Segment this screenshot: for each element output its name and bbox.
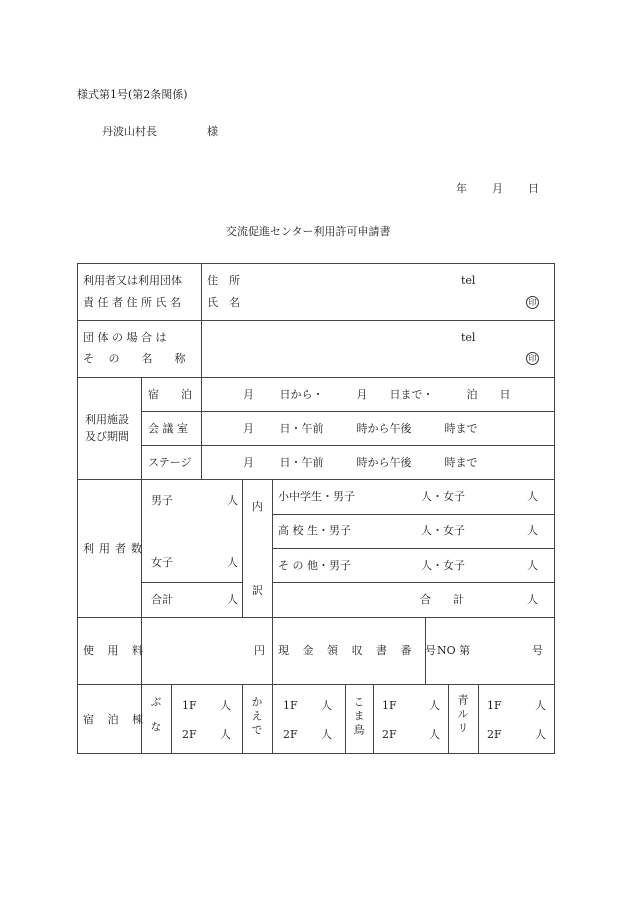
building-aoruri-1f-unit: 人 <box>535 699 546 712</box>
group-label-1: 団 体 の 場 合 は <box>83 331 167 344</box>
facility-stage-name: ステージ <box>148 456 192 469</box>
facility-label-1: 利用施設 <box>85 413 129 426</box>
building-buna-2f: 2F <box>182 728 197 741</box>
fee-unit: 円 <box>254 644 265 657</box>
receipt-no-label: NO 第 <box>437 644 471 657</box>
users-row-students-unit: 人 <box>527 490 538 503</box>
users-row-other: そ の 他・男子 <box>278 559 351 572</box>
form-number: 様式第1号(第2条関係) <box>77 88 188 101</box>
document-title: 交流促進センター利用許可申請書 <box>226 225 391 238</box>
facility-stage-period: 月 日・午前 時から午後 時まで <box>243 456 478 469</box>
users-male-label: 男子 <box>151 494 173 507</box>
building-komadori-name: こま鳥 <box>352 696 365 738</box>
facility-lodging-period: 月 日から・ 月 日まで・ 泊 日 <box>243 388 511 401</box>
group-label-2: そ の 名 称 <box>83 352 186 365</box>
users-row-students: 小中学生・男子 <box>278 490 355 503</box>
building-kaede-1f-unit: 人 <box>321 699 332 712</box>
users-label: 利用者数 <box>83 542 147 555</box>
users-male-unit: 人 <box>227 494 238 507</box>
applicant-label-1: 利用者又は利用団体 <box>83 274 182 287</box>
building-buna-2f-unit: 人 <box>220 728 231 741</box>
date-month: 月 <box>492 182 503 195</box>
users-row-highschool-female: 人・女子 <box>421 524 465 537</box>
addressee: 丹波山村長 <box>102 125 157 138</box>
group-tel-label: tel <box>461 331 476 344</box>
users-total-label: 合計 <box>151 593 173 606</box>
lodging-label: 宿 泊 棟 <box>83 713 148 726</box>
building-buna-name: ぶな <box>149 696 162 746</box>
fee-label: 使 用 料 <box>83 644 148 657</box>
applicant-seal-icon: 印 <box>526 296 539 309</box>
building-buna-1f-unit: 人 <box>220 699 231 712</box>
date-day: 日 <box>528 182 539 195</box>
users-female-unit: 人 <box>227 556 238 569</box>
date-year: 年 <box>456 182 467 195</box>
breakdown-bottom-label: 訳 <box>252 584 263 597</box>
building-komadori-2f-unit: 人 <box>429 728 440 741</box>
users-row-highschool: 高 校 生・男子 <box>278 524 351 537</box>
facility-meeting-name: 会 議 室 <box>148 422 188 435</box>
applicant-label-2: 責 任 者 住 所 氏 名 <box>83 296 181 309</box>
users-row-students-female: 人・女子 <box>421 490 465 503</box>
receipt-number-label: 現 金 領 収 書 番 号 <box>278 644 441 657</box>
address-label: 住 所 <box>207 274 240 287</box>
building-kaede-1f: 1F <box>283 699 298 712</box>
building-komadori-1f-unit: 人 <box>429 699 440 712</box>
group-seal-icon: 印 <box>526 352 539 365</box>
users-total-unit: 人 <box>227 593 238 606</box>
building-komadori-1f: 1F <box>382 699 397 712</box>
users-grand-total-unit: 人 <box>527 593 538 606</box>
name-label: 氏 名 <box>207 296 240 309</box>
applicant-tel-label: tel <box>461 274 476 287</box>
receipt-no-suffix: 号 <box>532 644 543 657</box>
addressee-suffix: 様 <box>207 125 218 138</box>
building-aoruri-2f-unit: 人 <box>535 728 546 741</box>
users-row-other-unit: 人 <box>527 559 538 572</box>
users-row-other-female: 人・女子 <box>421 559 465 572</box>
application-form-table <box>77 263 555 754</box>
facility-meeting-period: 月 日・午前 時から午後 時まで <box>243 422 478 435</box>
building-kaede-2f: 2F <box>283 728 298 741</box>
users-grand-total-label: 合 計 <box>420 593 464 606</box>
users-row-highschool-unit: 人 <box>527 524 538 537</box>
building-komadori-2f: 2F <box>382 728 397 741</box>
building-kaede-2f-unit: 人 <box>321 728 332 741</box>
building-aoruri-2f: 2F <box>487 728 502 741</box>
building-buna-1f: 1F <box>182 699 197 712</box>
facility-label-2: 及び期間 <box>85 430 129 443</box>
breakdown-top-label: 内 <box>252 500 263 513</box>
facility-lodging-name: 宿 泊 <box>148 388 192 401</box>
users-female-label: 女子 <box>151 556 173 569</box>
building-aoruri-name: 青ルリ <box>456 694 469 736</box>
building-kaede-name: かえで <box>250 696 263 738</box>
building-aoruri-1f: 1F <box>487 699 502 712</box>
